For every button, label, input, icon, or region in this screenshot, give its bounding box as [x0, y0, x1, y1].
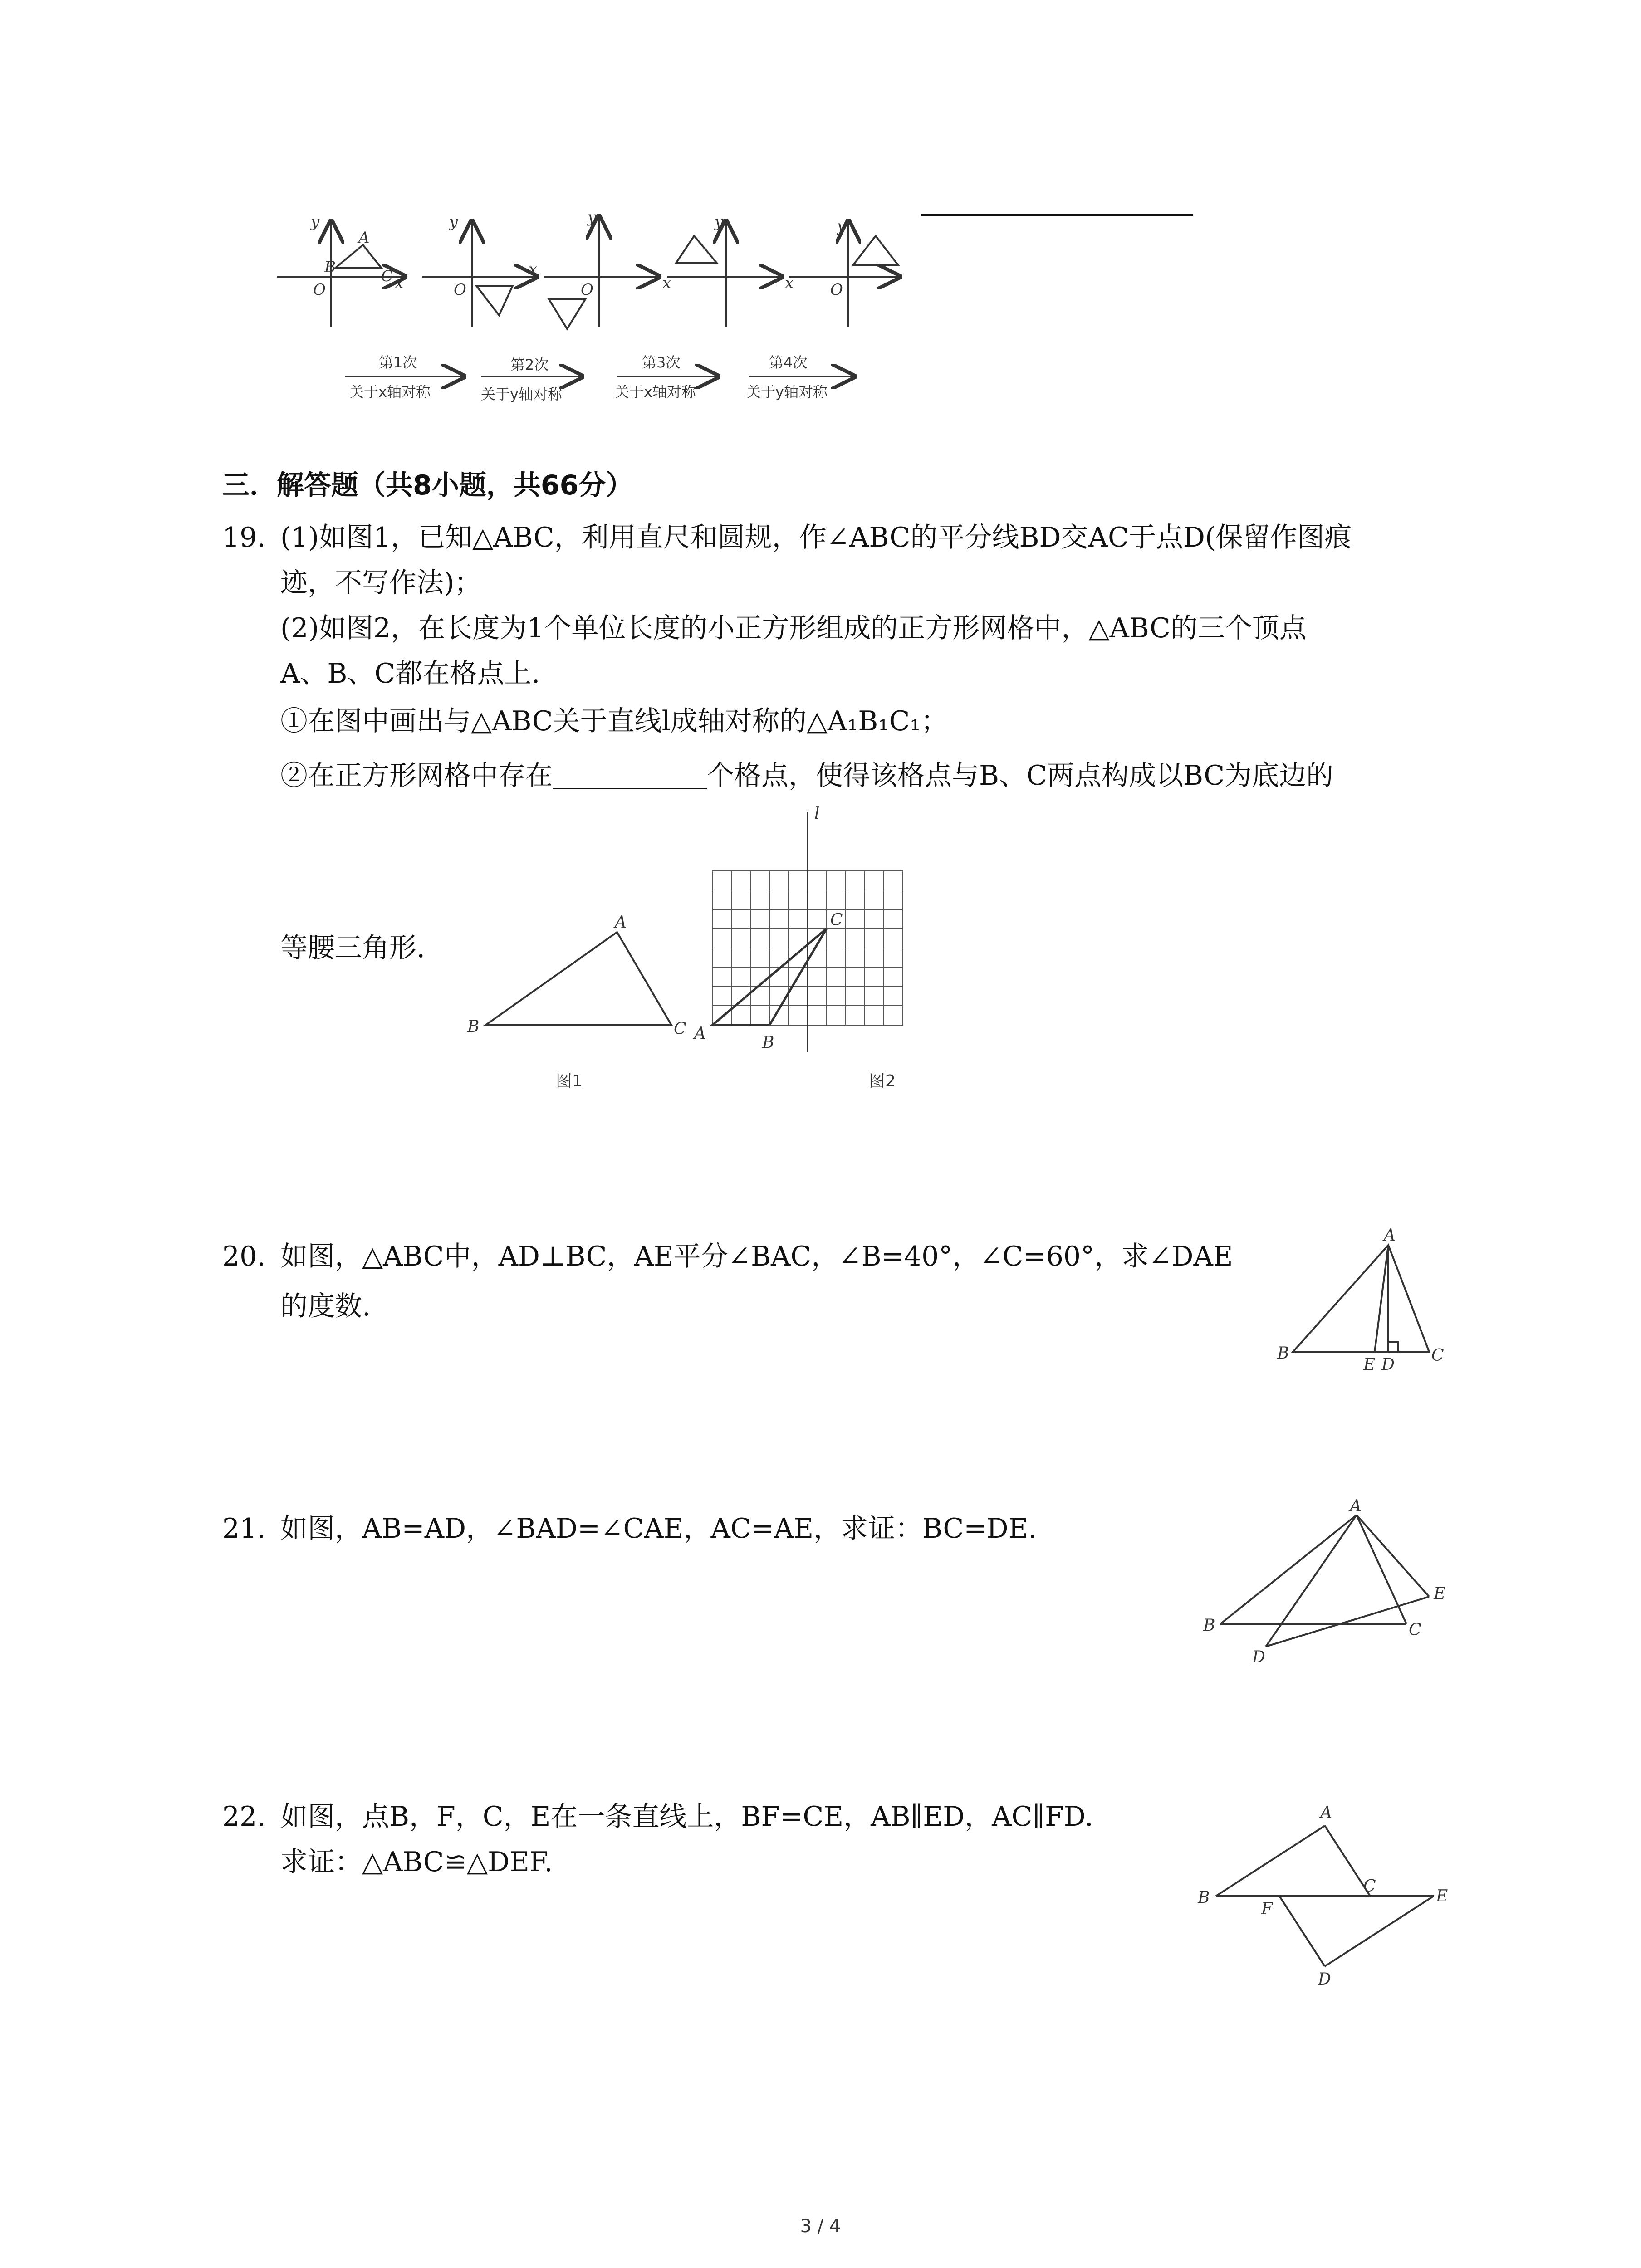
step-4-desc: 关于y轴对称 [746, 383, 828, 401]
step-3-label: 第3次 [642, 354, 681, 371]
svg-text:A: A [1350, 1497, 1362, 1515]
q22-line2: 求证：△ABC≌△DEF. [280, 1846, 553, 1878]
step-1-desc: 关于x轴对称 [349, 383, 431, 401]
q22-figure [1189, 1792, 1470, 2000]
svg-text:A: A [1384, 1226, 1396, 1245]
step-1-label: 第1次 [379, 354, 417, 371]
svg-text:B: B [1203, 1616, 1215, 1635]
svg-text:C: C [1363, 1877, 1376, 1896]
svg-text:A: A [1320, 1804, 1332, 1822]
svg-text:D: D [1318, 1970, 1331, 1989]
q19-line5: ①在图中画出与△ABC关于直线l成轴对称的△A₁B₁C₁； [280, 705, 948, 737]
svg-text:C: C [1431, 1346, 1444, 1365]
svg-text:F: F [1261, 1900, 1273, 1918]
figure-1-caption: 图1 [556, 1072, 583, 1090]
svg-text:A: A [615, 913, 627, 932]
q20-line1: 如图，△ABC中，AD⊥BC，AE平分∠BAC，∠B=40°，∠C=60°，求∠DAE [280, 1241, 1233, 1272]
q22-line1: 如图，点B，F，C，E在一条直线上，BF=CE，AB∥ED，AC∥FD. [280, 1801, 1093, 1833]
step-4-label: 第4次 [769, 354, 808, 371]
step-2-label: 第2次 [510, 356, 549, 373]
q21-line1: 如图，AB=AD，∠BAD=∠CAE，AC=AE，求证：BC=DE. [280, 1513, 1037, 1545]
y-axis-label: y [311, 213, 320, 231]
q19-line2: 迹，不写作法)； [280, 567, 482, 599]
q19-line1: (1)如图1，已知△ABC，利用直尺和圆规，作∠ABC的平分线BD交AC于点D(保留作图痕 [280, 522, 1352, 553]
svg-text:B: B [1277, 1344, 1289, 1363]
origin-label: O [313, 281, 326, 299]
svg-text:O: O [581, 281, 593, 299]
reflection-sequence-figure [268, 209, 926, 417]
q20-figure [1275, 1225, 1456, 1379]
svg-text:C: C [1409, 1621, 1421, 1639]
svg-text:E: E [1436, 1887, 1448, 1906]
svg-text:B: B [1198, 1888, 1210, 1907]
svg-text:y: y [449, 213, 458, 231]
q19-number: 19. [222, 522, 266, 553]
svg-text:y: y [837, 217, 846, 235]
svg-text:E: E [1434, 1584, 1446, 1603]
page-number: 3 / 4 [800, 2216, 841, 2237]
triangle-3 [549, 299, 585, 329]
answer-blank-line [921, 214, 1193, 216]
svg-text:B: B [762, 1033, 774, 1052]
figure-2-caption: 图2 [869, 1072, 896, 1090]
svg-text:D: D [1381, 1355, 1395, 1374]
svg-text:x: x [529, 260, 538, 279]
svg-text:y: y [588, 209, 597, 226]
q19-line3: (2)如图2，在长度为1个单位长度的小正方形组成的正方形网格中，△ABC的三个顶点 [280, 612, 1307, 644]
line-l-label: l [814, 804, 820, 823]
q21-figure [1202, 1497, 1456, 1669]
svg-text:C: C [830, 911, 843, 929]
triangle-5 [853, 236, 898, 265]
q19-line6: ②在正方形网格中存在 个格点，使得该格点与B、C两点构成以BC为底边的 [280, 760, 1334, 792]
q21-number: 21. [222, 1513, 266, 1545]
svg-text:O: O [830, 281, 843, 299]
triangle-2 [476, 286, 513, 315]
step-3-desc: 关于x轴对称 [615, 383, 696, 401]
q19-figure-2 [690, 798, 944, 1098]
q22-number: 22. [222, 1801, 266, 1833]
q19-figure-1 [463, 903, 699, 1093]
x-axis-label: x [395, 274, 404, 292]
q19-line4: A、B、C都在格点上. [280, 658, 540, 689]
point-a-label: A [358, 229, 370, 247]
svg-text:x: x [785, 274, 794, 292]
svg-text:E: E [1363, 1355, 1376, 1374]
svg-text:A: A [694, 1024, 706, 1043]
q19-line7: 等腰三角形. [280, 932, 426, 964]
svg-text:B: B [467, 1017, 480, 1036]
triangle-1 [336, 245, 381, 268]
svg-text:C: C [674, 1020, 686, 1038]
q20-line2: 的度数. [280, 1290, 371, 1322]
svg-text:y: y [715, 213, 724, 231]
step-2-desc: 关于y轴对称 [481, 386, 562, 403]
section-3-title: 三．解答题（共8小题，共66分） [222, 469, 633, 501]
svg-text:x: x [662, 274, 671, 292]
q20-number: 20. [222, 1241, 266, 1272]
triangle-4 [676, 236, 717, 263]
svg-text:O: O [454, 281, 466, 299]
point-c-label: C [381, 267, 393, 285]
q19-answer-blank[interactable] [553, 765, 707, 789]
svg-text:D: D [1252, 1648, 1265, 1667]
point-b-label: B [324, 258, 336, 276]
